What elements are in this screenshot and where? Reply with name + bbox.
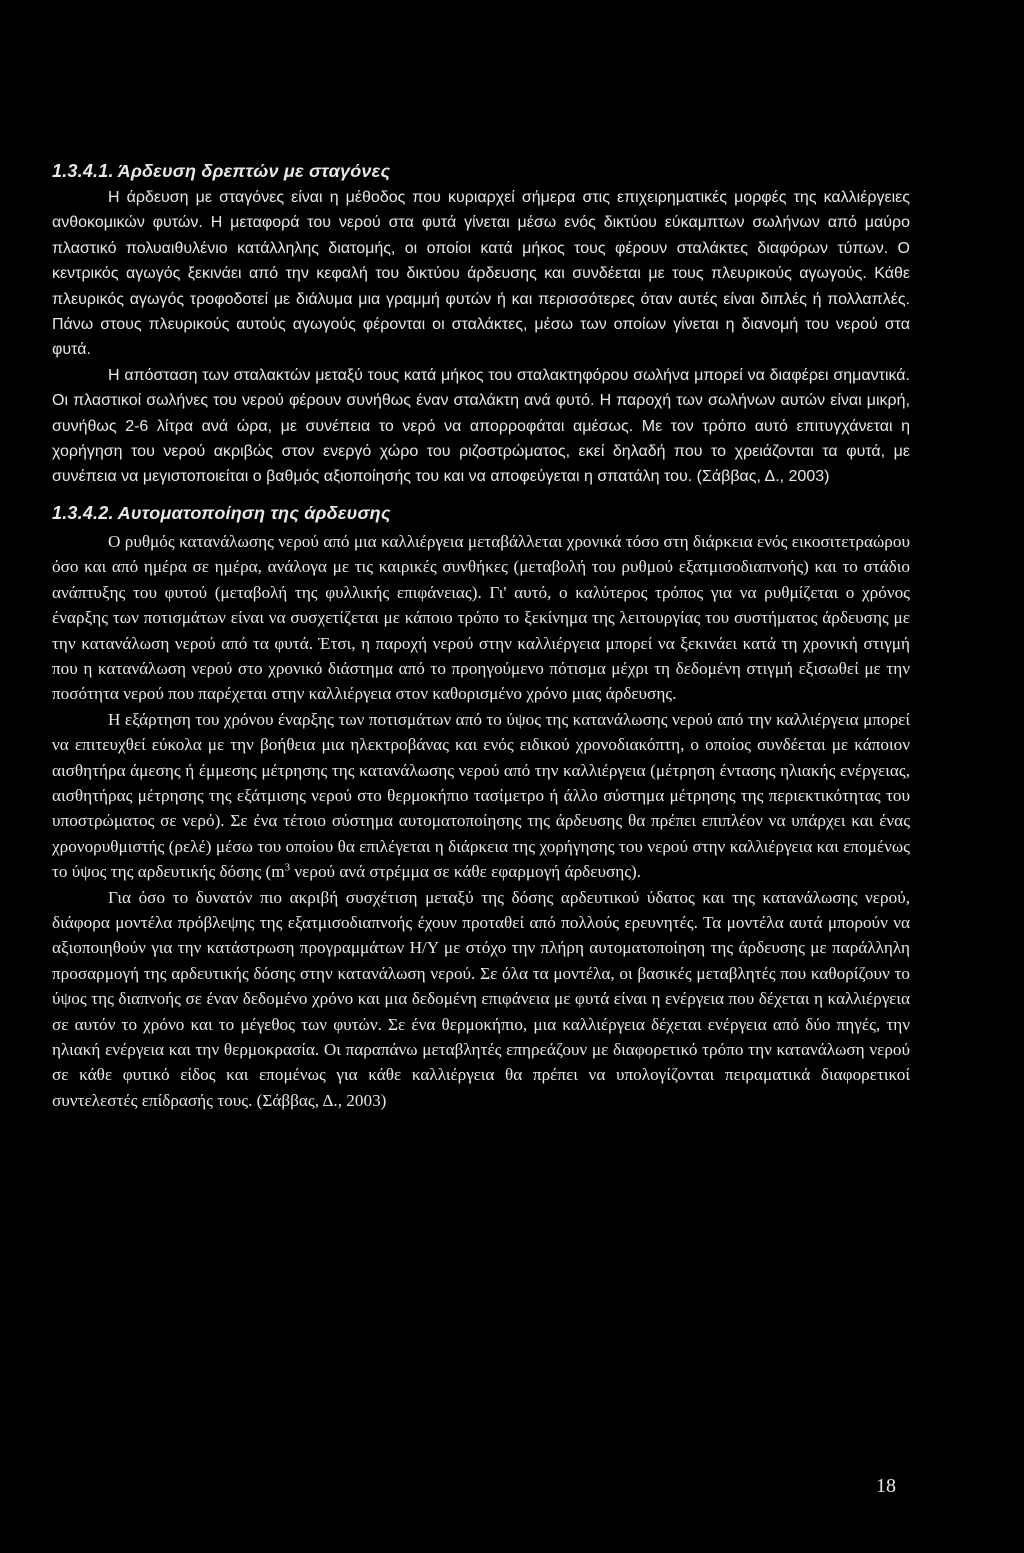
paragraph-text: νερού ανά στρέμμα σε κάθε εφαρμογή άρδευσης). <box>290 862 642 882</box>
section-number: 1.3.4.2. <box>52 502 114 523</box>
paragraph-with-superscript <box>52 707 910 885</box>
document-page <box>52 160 910 1113</box>
section-number: 1.3.4.1. <box>52 161 114 181</box>
paragraph: Για όσο το δυνατόν πιο ακριβή συσχέτιση μεταξύ της δόσης αρδευτικού ύδατος και της κατανάλωσης νερού, διάφορα μοντέλα πρόβλεψης της εξατμισοδιαπνοής έχουν προταθεί από πολλούς ερευνητές. Τα μοντέλα αυτά μπορούν να αξιοποιηθούν για την κατάστρωση προγραμμάτων Η/Υ με στόχο την πλήρη αυτοματοποίηση της άρδευσης με παράλληλη προσαρμογή της αρδευτικής δόσης στην κατανάλωση νερού. Σε όλα τα μοντέλα, οι βασικές μεταβλητές που καθορίζουν το ύψος της διαπνοής σε έναν δεδομένο χρόνο και μια δεδομένη επιφάνεια με φυτά είναι η ενέργεια που δέχεται η καλλιέργεια σε αυτόν το χρόνο και το μέγεθος των φυτών. Σε ένα θερμοκήπιο, μια καλλιέργεια δέχεται ενέργεια από δύο πηγές, την ηλιακή ενέργεια και την θερμοκρασία. Οι παραπάνω μεταβλητές επηρεάζουν με διαφορετικό τρόπο την κατανάλωση νερού σε κάθε φυτικό είδος και επομένως για κάθε καλλιέργεια θα πρέπει να υπολογίζονται πειραματικά διαφορετικοί συντελεστές επίδρασής τους. (Σάββας, Δ., 2003) <box>52 887 910 1110</box>
section-title: Άρδευση δρεπτών με σταγόνες <box>117 161 391 181</box>
section-heading <box>52 502 910 524</box>
paragraph: Η άρδευση με σταγόνες είναι η μέθοδος που κυριαρχεί σήμερα στις επιχειρηματικές μορφές της καλλιέργειες ανθοκομικών φυτών. Η μεταφορά του νερού στα φυτά γίνεται μέσω ενός δικτύου εύκαμπτων σωλήνων από μαύρο πλαστικό πολυαιθυλένιο κατάλληλης διατομής, οι οποίοι κατά μήκος τους φέρουν σταλάκτες διαφόρων τύπων. Ο κεντρικός αγωγός ξεκινάει από την κεφαλή του δικτύου άρδευσης και συνδέεται με τους πλευρικούς αγωγούς. Κάθε πλευρικός αγωγός τροφοδοτεί με διάλυμα μια γραμμή φυτών ή και περισσότερες όταν αυτές είναι διπλές ή πολλαπλές. Πάνω στους πλευρικούς αυτούς αγωγούς φέρονται οι σταλάκτες, μέσω των οποίων γίνεται η διανομή του νερού στα φυτά. <box>52 189 910 359</box>
superscript: 3 <box>284 861 291 874</box>
paragraph: Ο ρυθμός κατανάλωσης νερού από μια καλλιέργεια μεταβάλλεται χρονικά τόσο στη διάρκεια ενός εικοσιτετραώρου όσο και από ημέρα σε ημέρα, ανάλογα με τις καιρικές συνθήκες (μεταβολή του ρυθμού εξατμισοδιαπνοής) και το στάδιο ανάπτυξης του φυτού (μεταβολή της φυλλικής επιφάνειας). Γι' αυτό, ο καλύτερος τρόπος για να ρυθμίζεται ο χρόνος έναρξης των ποτισμάτων είναι να συσχετίζεται με κάποιο τρόπο το ξεκίνημα της λειτουργίας του συστήματος άρδευσης με την κατανάλωση νερού από τα φυτά. Έτσι, η παροχή νερού στην καλλιέργεια μπορεί να ξεκινάει κατά τη χρονική στιγμή που η κατανάλωση νερού στο χρονικό διάστημα από το προηγούμενο πότισμα μέχρι τη δεδομένη στιγμή εξισωθεί με την ποσότητα νερού που παρέχεται στην καλλιέργεια στον καθορισμένο χρόνο μιας άρδευσης. <box>52 531 910 704</box>
section-heading <box>52 160 910 182</box>
section-irrigation-automation <box>52 502 910 1113</box>
paragraph-text: Η εξάρτηση του χρόνου έναρξης των ποτισμάτων από το ύψος της κατανάλωσης νερού από την καλλιέργεια μπορεί να επιτευχθεί εύκολα με την βοήθεια μια ηλεκτροβάνας και ενός ειδικού χρονοδιακόπτη, ο οποίος συνδέεται με κάποιον αισθητήρα άμεσης ή έμμεσης μέτρησης της κατανάλωσης νερού από την καλλιέργεια (μέτρηση έντασης ηλιακής ενέργειας, αισθητήρας μέτρησης της εξάτμισης νερού στο θερμοκήπιο τασίμετρο ή άλλο σύστημα μέτρησης της περιεκτικότητας του υποστρώματος σε νερό). Σε ένα τέτοιο σύστημα αυτοματοποίησης της άρδευσης θα πρέπει επιπλέον να υπάρχει και ένας χρονορυθμιστής (ρελέ) μέσω του οποίου θα επιλέγεται η διάρκεια της χορήγησης του νερού στην καλλιέργεια και επομένως το ύψος της αρδευτικής δόσης (m <box>52 709 910 882</box>
section-drip-irrigation <box>52 160 910 490</box>
section-title: Αυτοματοποίηση της άρδευσης <box>117 502 391 523</box>
page-number: 18 <box>876 1475 896 1497</box>
paragraph: Η απόσταση των σταλακτών μεταξύ τους κατά μήκος του σταλακτηφόρου σωλήνα μπορεί να διαφέρει σημαντικά. Οι πλαστικοί σωλήνες του νερού φέρουν συνήθως έναν σταλάκτη ανά φυτό. Η παροχή των σωλήνων αυτών είναι μικρή, συνήθως 2-6 λίτρα ανά ώρα, με συνέπεια το νερό να απορροφάται αμέσως. Με τον τρόπο αυτό επιτυγχάνεται η χορήγηση του νερού ακριβώς στον ενεργό χώρο του ριζοστρώματος, εκεί δηλαδή που το χρειάζονται τα φυτά, με συνέπεια να μεγιστοποιείται ο βαθμός αξιοποίησής του και να αποφεύγεται η σπατάλη του. (Σάββας, Δ., 2003) <box>52 366 910 486</box>
